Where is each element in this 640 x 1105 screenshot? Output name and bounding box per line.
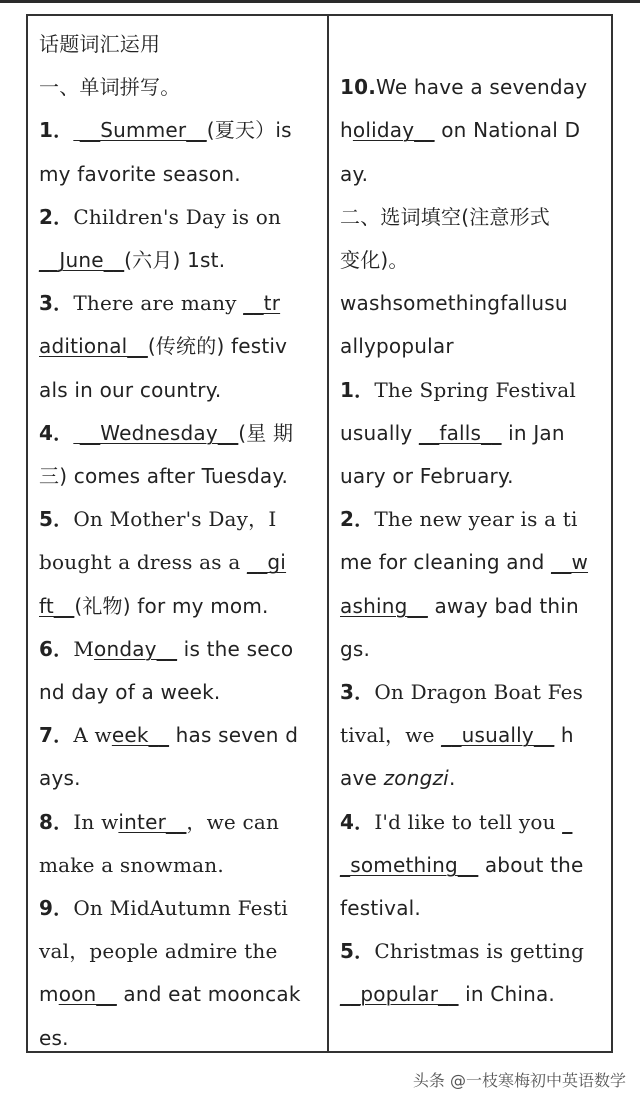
- answer-text: aditional__: [39, 334, 148, 359]
- answer-text: __Wednesday__: [73, 420, 239, 445]
- answer-text: __popular__: [340, 982, 459, 1007]
- answer-text: __gi: [247, 550, 287, 575]
- right-column-line: [340, 415, 565, 451]
- question-text: M: [73, 636, 95, 661]
- answer-text: ashing__: [340, 593, 428, 618]
- right-column-line: [340, 933, 584, 969]
- line-text: allypopular: [340, 334, 454, 359]
- answer-text: oon__: [58, 982, 117, 1007]
- item-number: 8．: [39, 809, 74, 834]
- left-column-line: [39, 112, 292, 148]
- question-text: I'd like to tell you: [374, 809, 563, 834]
- right-column-line: [340, 199, 550, 235]
- left-column-line: [39, 69, 180, 105]
- left-column-line: [39, 760, 81, 796]
- answer-text: __tr: [243, 291, 281, 316]
- line-text: 话题词汇运用: [39, 32, 161, 56]
- item-number: 3．: [340, 680, 375, 704]
- line-text: has seven d: [169, 723, 299, 748]
- question-text: val，people admire the: [39, 939, 278, 964]
- left-column-line: [39, 199, 281, 235]
- line-text: h: [554, 723, 574, 748]
- right-column-line: [340, 847, 584, 883]
- line-text: gs.: [340, 636, 371, 661]
- question-text: tival，we: [340, 723, 442, 748]
- question-text: On Mother's Day，I: [73, 507, 277, 532]
- right-column-line: [340, 69, 587, 105]
- line-text: on National D: [434, 118, 581, 143]
- right-column-line: [340, 328, 454, 364]
- answer-text: __usually__: [441, 723, 555, 748]
- left-column-line: [39, 717, 298, 753]
- right-column-line: [340, 112, 580, 148]
- line-text: 一、单词拼写。: [39, 75, 181, 100]
- line-text: ay.: [340, 161, 369, 186]
- line-text: uary or February.: [340, 464, 514, 488]
- line-text: in China.: [458, 982, 555, 1007]
- line-text: in Jan: [501, 420, 565, 445]
- line-text: usually: [340, 420, 419, 445]
- question-text: In w: [73, 809, 119, 834]
- item-number: 1．: [340, 377, 375, 402]
- right-column-line: [340, 544, 588, 580]
- top-border: [0, 0, 640, 3]
- line-text: away bad thin: [427, 593, 579, 618]
- watermark-text: 头条 @一枝寒梅初中英语数学: [412, 1071, 626, 1090]
- item-number: 2．: [340, 507, 375, 532]
- right-column-line: [340, 890, 421, 926]
- question-text: On MidAutumn Festi: [73, 896, 289, 920]
- line-text: 变化)。: [340, 248, 409, 272]
- left-column-line: [39, 458, 288, 494]
- line-text: ays.: [39, 766, 81, 791]
- left-column-line: [39, 1020, 69, 1056]
- line-text: (夏天）is: [206, 118, 292, 143]
- line-text: (传统的) festiv: [147, 334, 288, 359]
- line-text: m: [39, 982, 59, 1007]
- item-number: 5．: [39, 507, 74, 532]
- left-column-line: [39, 544, 286, 580]
- item-number: 10.: [340, 75, 377, 100]
- question-text: The Spring Festival: [374, 377, 576, 402]
- answer-text: ft__: [39, 593, 75, 618]
- item-number: 6．: [39, 636, 74, 661]
- right-column-line: [340, 717, 574, 753]
- item-number: 7．: [39, 723, 74, 748]
- left-column-line: [39, 242, 225, 278]
- question-text: bought a dress as a: [39, 550, 247, 575]
- right-column-line: [340, 501, 578, 537]
- left-column-line: [39, 328, 287, 364]
- left-column-line: [39, 631, 293, 667]
- right-column-line: [340, 242, 409, 278]
- left-column-line: [39, 372, 221, 408]
- right-column-line: [340, 976, 555, 1012]
- question-text: There are many: [73, 291, 244, 316]
- question-text: The new year is a ti: [374, 507, 578, 532]
- line-text: es.: [39, 1025, 69, 1050]
- item-number: 9．: [39, 896, 74, 920]
- right-column-line: [340, 674, 583, 710]
- right-column-line: [340, 156, 368, 192]
- answer-text: eek__: [111, 723, 170, 748]
- question-text: Children's Day is on: [73, 204, 282, 229]
- right-column-line: [340, 285, 568, 321]
- line-text: (礼物) for my mom.: [74, 593, 269, 618]
- column-divider: [327, 16, 329, 1051]
- question-text: make a snowman.: [39, 852, 224, 877]
- question-text: Christmas is getting: [374, 939, 585, 964]
- line-text: me for cleaning and: [340, 550, 552, 575]
- question-text: On Dragon Boat Fes: [374, 680, 584, 704]
- line-text: 三) comes after Tuesday.: [39, 464, 289, 488]
- right-column-line: [340, 804, 572, 840]
- left-column-line: [39, 415, 293, 451]
- line-text: 二、选词填空(注意形式: [340, 204, 551, 229]
- answer-text: onday__: [94, 636, 178, 661]
- line-text: washsomethingfallusu: [340, 291, 568, 316]
- exercise-table: [26, 14, 613, 1053]
- right-column-line: [340, 631, 370, 667]
- italic-text: zongzi: [383, 766, 449, 791]
- item-number: 4．: [39, 420, 74, 445]
- line-text: ave: [340, 766, 384, 791]
- line-text: and eat mooncak: [116, 982, 301, 1007]
- left-column-line: [39, 933, 278, 969]
- left-column-line: [39, 285, 280, 321]
- question-text: ，we can: [186, 809, 280, 834]
- left-column-line: [39, 26, 160, 62]
- left-column-line: [39, 588, 269, 624]
- left-column-line: [39, 804, 279, 840]
- answer-text: _: [562, 809, 573, 834]
- left-column-line: [39, 501, 276, 537]
- line-text: .: [448, 766, 456, 791]
- right-column-line: [340, 760, 456, 796]
- line-text: als in our country.: [39, 377, 222, 402]
- line-text: We have a sevenday: [376, 75, 588, 100]
- answer-text: __w: [551, 550, 589, 575]
- left-column-line: [39, 847, 224, 883]
- answer-text: _something__: [340, 852, 479, 877]
- left-column-line: [39, 674, 220, 710]
- question-text: A w: [73, 723, 112, 748]
- line-text: is the seco: [177, 636, 294, 661]
- line-text: (六月) 1st.: [124, 248, 226, 272]
- item-number: 5．: [340, 939, 375, 964]
- answer-text: oliday__: [352, 118, 435, 143]
- answer-text: __Summer__: [73, 118, 207, 143]
- right-column-line: [340, 372, 576, 408]
- line-text: my favorite season.: [39, 161, 241, 186]
- left-column-line: [39, 156, 241, 192]
- line-text: h: [340, 118, 353, 143]
- right-column-line: [340, 588, 579, 624]
- item-number: 4．: [340, 809, 375, 834]
- line-text: (星 期: [238, 420, 294, 445]
- left-column-line: [39, 890, 288, 926]
- line-text: festival.: [340, 896, 421, 920]
- answer-text: inter__: [118, 809, 187, 834]
- item-number: 1．: [39, 118, 74, 143]
- answer-text: __June__: [39, 248, 125, 272]
- item-number: 2．: [39, 204, 74, 229]
- item-number: 3．: [39, 291, 74, 316]
- line-text: about the: [478, 852, 584, 877]
- answer-text: __falls__: [418, 420, 502, 445]
- left-column-line: [39, 976, 301, 1012]
- line-text: nd day of a week.: [39, 680, 221, 704]
- right-column-line: [340, 458, 514, 494]
